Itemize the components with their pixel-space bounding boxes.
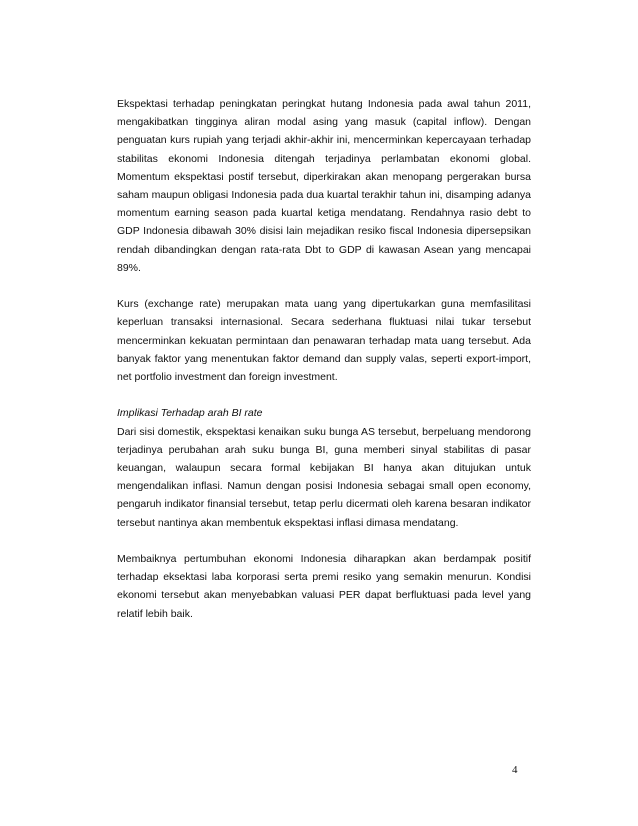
paragraph-economic-growth: Membaiknya pertumbuhan ekonomi Indonesia diharapkan akan berdampak positif terhadap eksektasi laba korporasi serta premi resiko yang semakin menurun. Kondisi ekonomi tersebut akan menyebabkan valuasi PER dapat berfluktuasi pada level yang relatif lebih baik. bbox=[117, 553, 531, 620]
page-number: 4 bbox=[512, 764, 518, 776]
paragraph-domestic-implication: Dari sisi domestik, ekspektasi kenaikan suku bunga AS tersebut, berpeluang mendorong terjadinya perubahan arah suku bunga BI, guna memberi sinyal stabilitas di pasar keuangan, walaupun secara formal kebijakan BI hanya akan ditujukan untuk mengendalikan inflasi. Namun dengan posisi Indonesia sebagai small open economy, pengaruh indikator finansial tersebut, tetap perlu dicermati oleh karena besaran indikator tersebut nantinya akan membentuk ekspektasi inflasi dimasa mendatang. bbox=[117, 425, 531, 529]
document-body bbox=[117, 95, 531, 623]
section-heading-bi-rate: Implikasi Terhadap arah BI rate bbox=[117, 407, 263, 420]
paragraph-exchange-rate: Kurs (exchange rate) merupakan mata uang yang dipertukarkan guna memfasilitasi keperluan transaksi internasional. Secara sederhana fluktuasi nilai tukar tersebut mencerminkan kekuatan permintaan dan penawaran terhadap mata uang tersebut. Ada banyak faktor yang menentukan faktor demand dan supply valas, seperti export-import, net portfolio investment dan foreign investment. bbox=[117, 298, 531, 384]
paragraph-debt-rating-expectation: Ekspektasi terhadap peningkatan peringkat hutang Indonesia pada awal tahun 2011, mengakibatkan tingginya aliran modal asing yang masuk (capital inflow). Dengan penguatan kurs rupiah yang terjadi akhir-akhir ini, mencerminkan kepercayaan terhadap stabilitas ekonomi Indonesia ditengah terjadinya perlambatan ekonomi global. Momentum ekspektasi postif tersebut, diperkirakan akan menopang pergerakan bursa saham maupun obligasi Indonesia pada dua kuartal terakhir tahun ini, disamping adanya momentum earning season pada kuartal ketiga mendatang. Rendahnya rasio debt to GDP Indonesia dibawah 30% disisi lain mejadikan resiko fiscal Indonesia dipersepsikan rendah dibandingkan dengan rata-rata Dbt to GDP di kawasan Asean yang mencapai 89%. bbox=[117, 98, 531, 274]
